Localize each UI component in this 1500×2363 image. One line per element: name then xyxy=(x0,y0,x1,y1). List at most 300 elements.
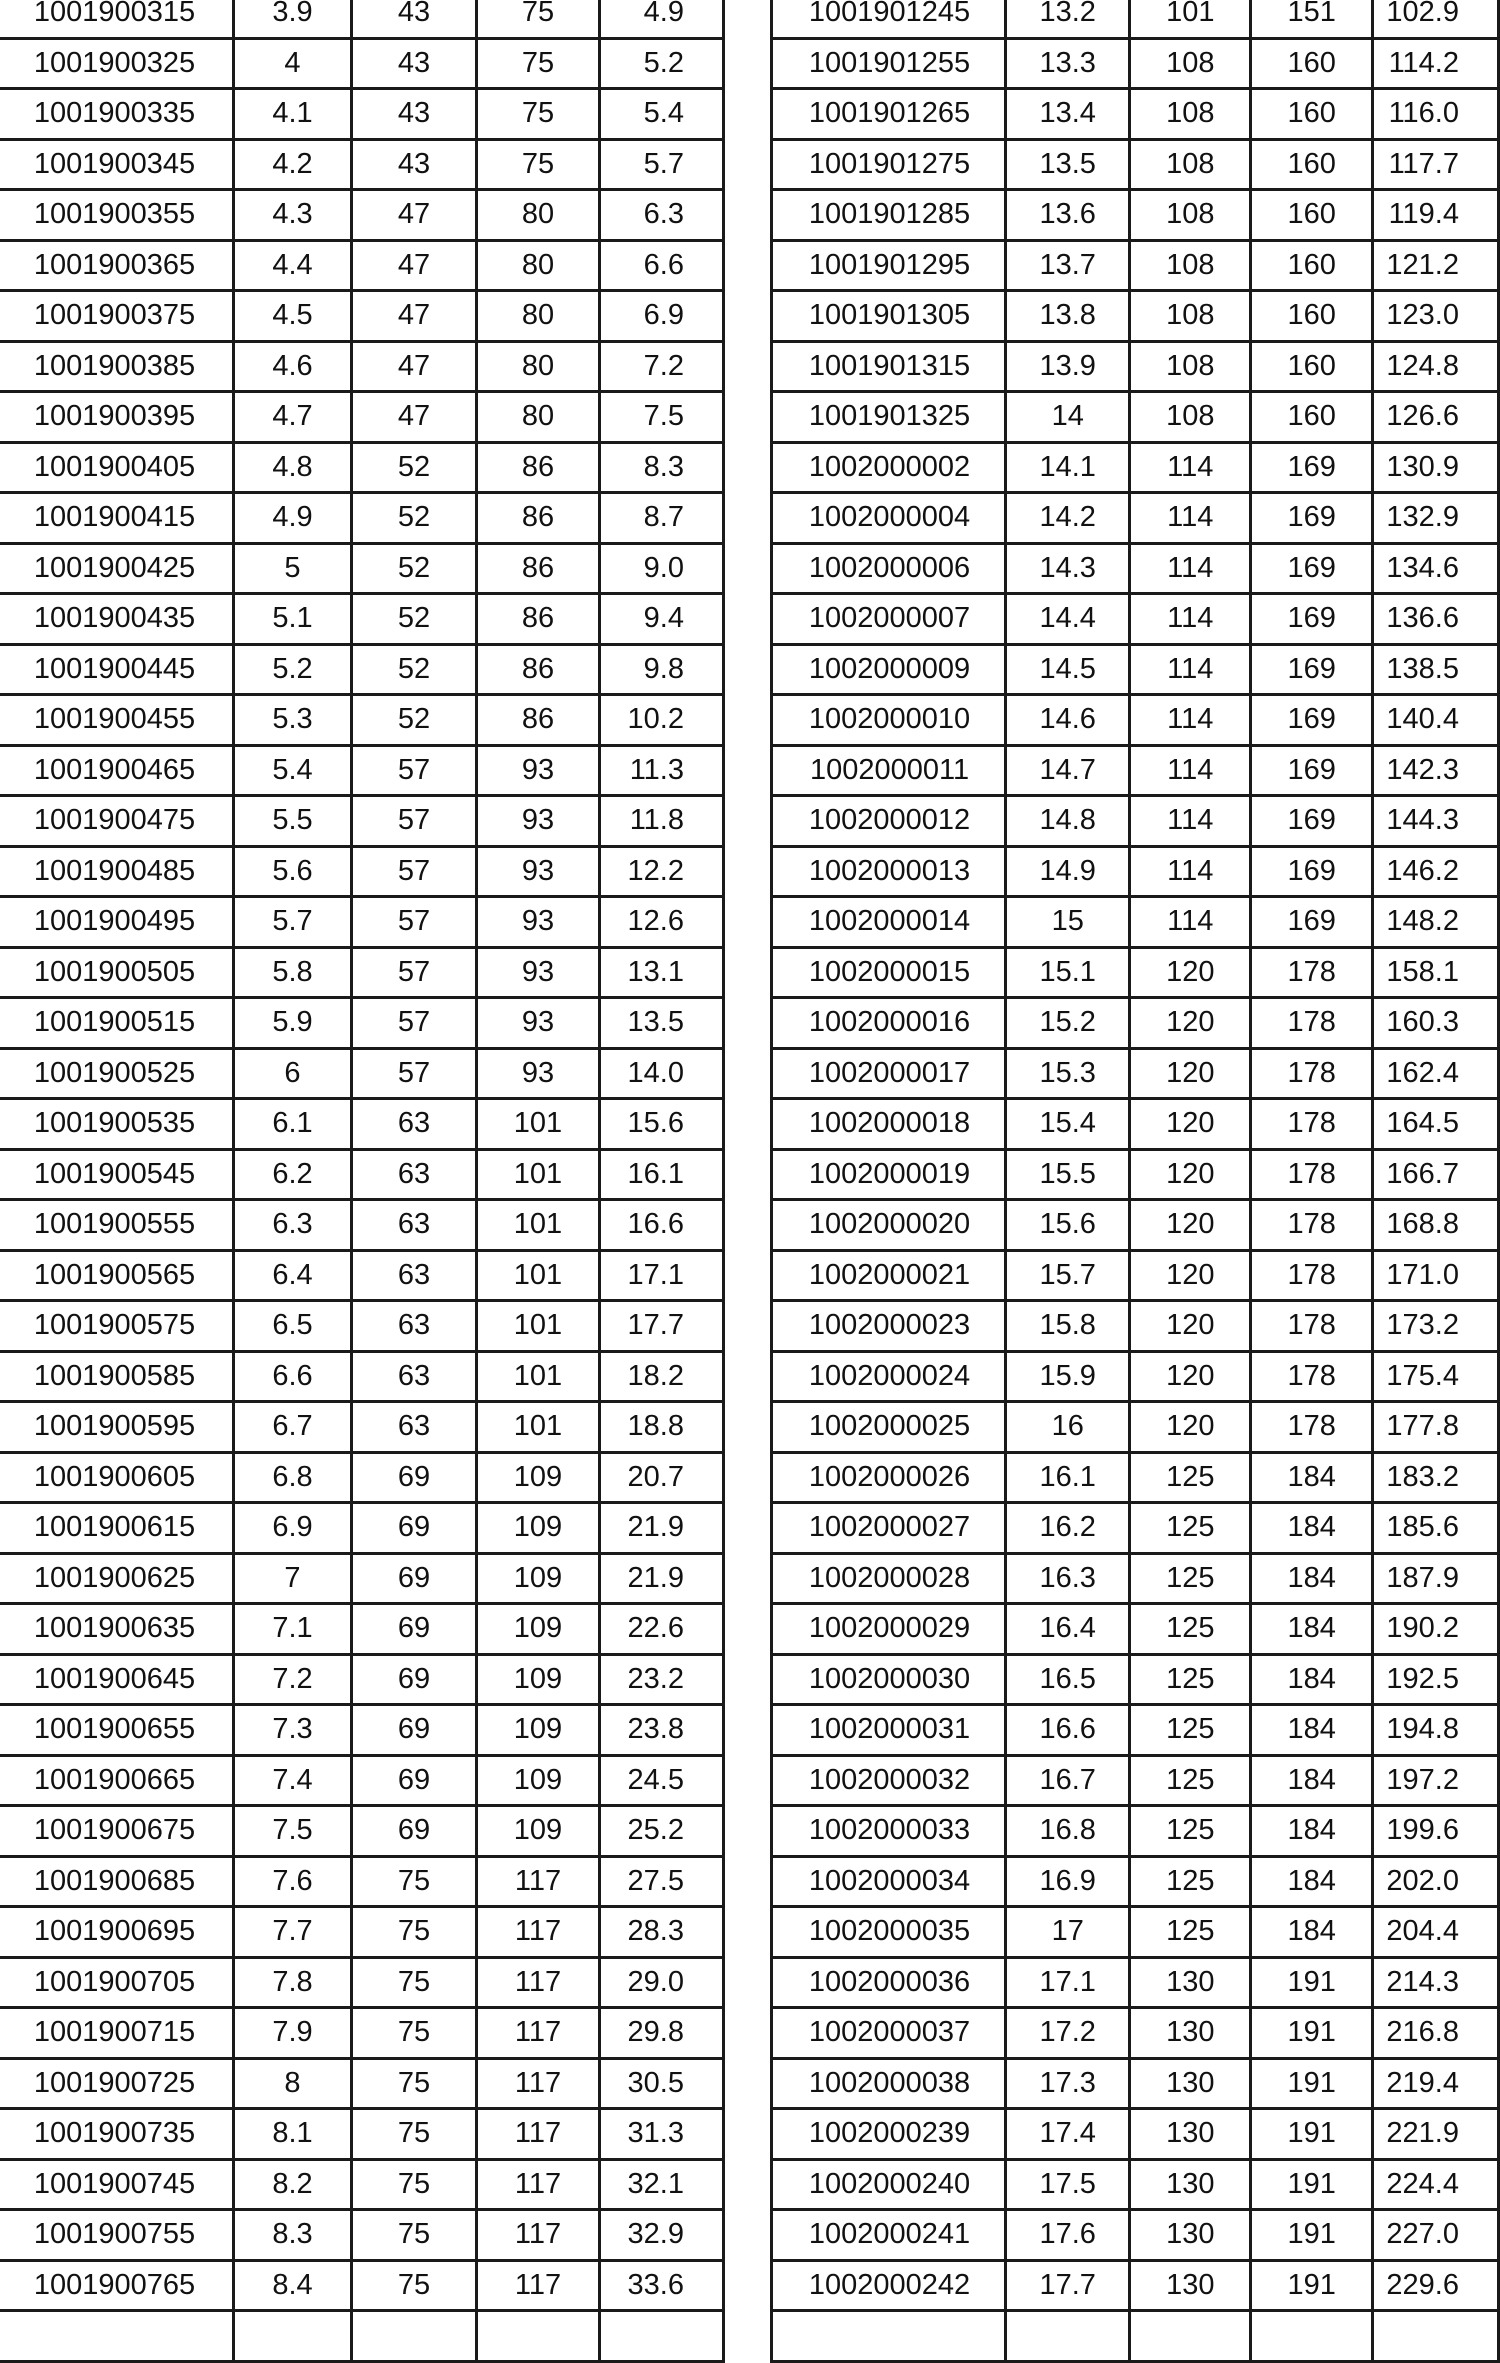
table-cell: 101 xyxy=(1130,0,1251,38)
table-row xyxy=(0,392,724,443)
table-cell: 80 xyxy=(477,291,600,342)
table-cell: 7.4 xyxy=(234,1755,352,1806)
table-cell: 1002000037 xyxy=(772,2008,1006,2059)
table-cell: 192.5 xyxy=(1373,1654,1499,1705)
table-cell: 119.4 xyxy=(1373,190,1499,241)
table-cell: 184 xyxy=(1251,1806,1373,1857)
table-cell: 6.3 xyxy=(600,190,724,241)
table-cell: 160 xyxy=(1251,392,1373,443)
table-cell: 6.5 xyxy=(234,1301,352,1352)
table-cell: 5.4 xyxy=(600,89,724,140)
table-cell: 8.4 xyxy=(234,2260,352,2311)
table-cell: 6.7 xyxy=(234,1402,352,1453)
table-cell: 52 xyxy=(352,543,477,594)
table-cell: 16.7 xyxy=(1006,1755,1130,1806)
table-cell: 184 xyxy=(1251,1503,1373,1554)
table-cell: 5.2 xyxy=(234,644,352,695)
table-cell: 169 xyxy=(1251,543,1373,594)
table-cell: 7.3 xyxy=(234,1705,352,1756)
table-cell: 116.0 xyxy=(1373,89,1499,140)
table-cell: 130 xyxy=(1130,2210,1251,2261)
table-cell-empty xyxy=(1130,2311,1251,2362)
table-cell: 13.2 xyxy=(1006,0,1130,38)
table-row xyxy=(0,644,724,695)
table-cell: 57 xyxy=(352,998,477,1049)
table-row xyxy=(772,1402,1499,1453)
table-cell: 6.9 xyxy=(600,291,724,342)
table-cell: 8.3 xyxy=(600,442,724,493)
table-cell-empty xyxy=(1006,2311,1130,2362)
table-cell: 43 xyxy=(352,89,477,140)
table-cell: 1001900455 xyxy=(0,695,234,746)
table-cell: 1001900605 xyxy=(0,1452,234,1503)
table-cell: 43 xyxy=(352,38,477,89)
table-cell: 24.5 xyxy=(600,1755,724,1806)
table-cell: 75 xyxy=(477,139,600,190)
table-cell: 63 xyxy=(352,1099,477,1150)
table-row xyxy=(0,745,724,796)
table-cell: 1001900485 xyxy=(0,846,234,897)
table-cell: 75 xyxy=(352,2058,477,2109)
table-cell: 8.2 xyxy=(234,2159,352,2210)
table-cell: 184 xyxy=(1251,1654,1373,1705)
table-cell: 13.5 xyxy=(1006,139,1130,190)
table-cell: 1001900755 xyxy=(0,2210,234,2261)
table-cell: 101 xyxy=(477,1351,600,1402)
table-cell: 16.6 xyxy=(600,1200,724,1251)
table-cell: 1002000026 xyxy=(772,1452,1006,1503)
table-row xyxy=(0,2210,724,2261)
table-cell: 178 xyxy=(1251,1048,1373,1099)
table-cell: 1002000009 xyxy=(772,644,1006,695)
table-cell: 6.2 xyxy=(234,1149,352,1200)
table-cell: 80 xyxy=(477,190,600,241)
table-cell: 102.9 xyxy=(1373,0,1499,38)
table-cell: 1001900555 xyxy=(0,1200,234,1251)
table-cell: 1002000015 xyxy=(772,947,1006,998)
table-cell: 109 xyxy=(477,1654,600,1705)
table-cell: 184 xyxy=(1251,1856,1373,1907)
table-cell: 1001900535 xyxy=(0,1099,234,1150)
table-cell: 14.0 xyxy=(600,1048,724,1099)
table-cell: 117 xyxy=(477,2210,600,2261)
table-cell: 221.9 xyxy=(1373,2109,1499,2160)
table-row xyxy=(772,998,1499,1049)
table-cell: 101 xyxy=(477,1250,600,1301)
table-cell: 69 xyxy=(352,1503,477,1554)
table-cell: 1001901315 xyxy=(772,341,1006,392)
table-cell: 1002000025 xyxy=(772,1402,1006,1453)
table-row xyxy=(0,543,724,594)
table-cell: 178 xyxy=(1251,1351,1373,1402)
table-cell: 1002000023 xyxy=(772,1301,1006,1352)
table-cell: 125 xyxy=(1130,1452,1251,1503)
table-cell: 27.5 xyxy=(600,1856,724,1907)
table-cell: 7.2 xyxy=(234,1654,352,1705)
table-cell: 18.2 xyxy=(600,1351,724,1402)
table-cell: 17.4 xyxy=(1006,2109,1130,2160)
table-cell: 15.4 xyxy=(1006,1099,1130,1150)
table-cell-empty xyxy=(772,2311,1006,2362)
table-cell-empty xyxy=(352,2311,477,2362)
table-row xyxy=(772,1755,1499,1806)
table-cell: 148.2 xyxy=(1373,897,1499,948)
table-cell: 15.2 xyxy=(1006,998,1130,1049)
table-cell: 1001900395 xyxy=(0,392,234,443)
table-cell: 52 xyxy=(352,594,477,645)
table-cell: 69 xyxy=(352,1806,477,1857)
table-cell: 17.7 xyxy=(1006,2260,1130,2311)
table-row xyxy=(772,1048,1499,1099)
table-cell: 101 xyxy=(477,1149,600,1200)
table-cell: 14.6 xyxy=(1006,695,1130,746)
table-row xyxy=(772,2008,1499,2059)
table-cell: 191 xyxy=(1251,2109,1373,2160)
table-cell: 114.2 xyxy=(1373,38,1499,89)
table-cell: 138.5 xyxy=(1373,644,1499,695)
table-cell: 63 xyxy=(352,1402,477,1453)
table-cell: 130 xyxy=(1130,2159,1251,2210)
table-cell: 6.3 xyxy=(234,1200,352,1251)
table-cell: 160 xyxy=(1251,38,1373,89)
table-row xyxy=(772,38,1499,89)
table-cell: 17.5 xyxy=(1006,2159,1130,2210)
table-cell: 117 xyxy=(477,2260,600,2311)
table-cell: 63 xyxy=(352,1250,477,1301)
table-cell: 14.7 xyxy=(1006,745,1130,796)
table-cell: 109 xyxy=(477,1755,600,1806)
table-row xyxy=(0,897,724,948)
table-cell: 8.7 xyxy=(600,493,724,544)
table-row xyxy=(772,341,1499,392)
table-cell: 47 xyxy=(352,190,477,241)
table-cell: 1001901285 xyxy=(772,190,1006,241)
table-cell: 151 xyxy=(1251,0,1373,38)
table-cell: 120 xyxy=(1130,1402,1251,1453)
table-cell: 32.1 xyxy=(600,2159,724,2210)
table-cell: 120 xyxy=(1130,947,1251,998)
table-cell: 4 xyxy=(234,38,352,89)
table-cell: 75 xyxy=(352,2159,477,2210)
table-cell: 1001900655 xyxy=(0,1705,234,1756)
table-cell: 117 xyxy=(477,1907,600,1958)
table-row xyxy=(772,644,1499,695)
table-cell: 1002000029 xyxy=(772,1604,1006,1655)
table-row xyxy=(0,2008,724,2059)
table-cell: 57 xyxy=(352,947,477,998)
table-row xyxy=(772,2210,1499,2261)
table-cell: 75 xyxy=(352,2260,477,2311)
table-cell: 16.9 xyxy=(1006,1856,1130,1907)
table-cell: 47 xyxy=(352,392,477,443)
table-cell: 8.3 xyxy=(234,2210,352,2261)
table-cell-empty xyxy=(477,2311,600,2362)
table-cell: 1001900665 xyxy=(0,1755,234,1806)
table-cell: 1002000017 xyxy=(772,1048,1006,1099)
table-cell: 1002000036 xyxy=(772,1957,1006,2008)
table-cell: 57 xyxy=(352,846,477,897)
table-cell: 121.2 xyxy=(1373,240,1499,291)
table-cell: 1001900575 xyxy=(0,1301,234,1352)
table-cell: 117.7 xyxy=(1373,139,1499,190)
table-cell: 1001900365 xyxy=(0,240,234,291)
table-cell: 14.8 xyxy=(1006,796,1130,847)
table-cell: 1001900545 xyxy=(0,1149,234,1200)
table-cell: 109 xyxy=(477,1604,600,1655)
table-cell: 114 xyxy=(1130,846,1251,897)
table-cell: 173.2 xyxy=(1373,1301,1499,1352)
table-row xyxy=(0,1755,724,1806)
table-cell-empty xyxy=(1373,2311,1499,2362)
table-cell: 80 xyxy=(477,341,600,392)
table-cell: 7.8 xyxy=(234,1957,352,2008)
table-row xyxy=(772,1705,1499,1756)
table-cell: 9.8 xyxy=(600,644,724,695)
table-cell: 15.8 xyxy=(1006,1301,1130,1352)
table-cell: 1001900745 xyxy=(0,2159,234,2210)
table-cell: 1002000038 xyxy=(772,2058,1006,2109)
table-row xyxy=(772,2058,1499,2109)
table-cell: 22.6 xyxy=(600,1604,724,1655)
table-cell: 28.3 xyxy=(600,1907,724,1958)
table-row xyxy=(772,1452,1499,1503)
table-cell: 75 xyxy=(352,1856,477,1907)
table-cell: 5.6 xyxy=(234,846,352,897)
table-cell: 15.7 xyxy=(1006,1250,1130,1301)
table-cell: 8.1 xyxy=(234,2109,352,2160)
table-cell: 117 xyxy=(477,2109,600,2160)
table-cell: 15.6 xyxy=(600,1099,724,1150)
table-cell: 93 xyxy=(477,897,600,948)
table-cell: 17.6 xyxy=(1006,2210,1130,2261)
table-row xyxy=(772,240,1499,291)
table-cell: 31.3 xyxy=(600,2109,724,2160)
table-row xyxy=(0,1654,724,1705)
table-cell: 1002000018 xyxy=(772,1099,1006,1150)
table-row xyxy=(772,1351,1499,1402)
table-cell: 108 xyxy=(1130,240,1251,291)
table-cell: 7.9 xyxy=(234,2008,352,2059)
table-row xyxy=(0,2109,724,2160)
table-cell: 130 xyxy=(1130,2109,1251,2160)
table-row xyxy=(772,1957,1499,2008)
table-cell: 86 xyxy=(477,493,600,544)
table-cell: 1002000034 xyxy=(772,1856,1006,1907)
table-cell: 63 xyxy=(352,1351,477,1402)
table-row xyxy=(772,2159,1499,2210)
table-cell: 1001901265 xyxy=(772,89,1006,140)
table-cell: 7.2 xyxy=(600,341,724,392)
table-cell: 184 xyxy=(1251,1907,1373,1958)
table-cell: 199.6 xyxy=(1373,1806,1499,1857)
table-cell: 202.0 xyxy=(1373,1856,1499,1907)
table-row xyxy=(772,1250,1499,1301)
table-cell: 75 xyxy=(352,2008,477,2059)
table-cell: 57 xyxy=(352,1048,477,1099)
table-cell: 4.9 xyxy=(600,0,724,38)
table-cell: 1001900715 xyxy=(0,2008,234,2059)
table-cell: 169 xyxy=(1251,846,1373,897)
table-row xyxy=(0,139,724,190)
table-cell: 109 xyxy=(477,1705,600,1756)
table-cell: 169 xyxy=(1251,745,1373,796)
table-cell: 1001900435 xyxy=(0,594,234,645)
table-cell: 108 xyxy=(1130,89,1251,140)
table-cell: 1002000010 xyxy=(772,695,1006,746)
table-cell: 227.0 xyxy=(1373,2210,1499,2261)
table-cell: 117 xyxy=(477,1957,600,2008)
table-cell: 7.5 xyxy=(600,392,724,443)
table-cell: 108 xyxy=(1130,139,1251,190)
table-cell: 191 xyxy=(1251,2260,1373,2311)
table-cell: 69 xyxy=(352,1604,477,1655)
table-cell: 109 xyxy=(477,1553,600,1604)
table-cell: 52 xyxy=(352,644,477,695)
table-row xyxy=(772,1553,1499,1604)
table-cell: 1001900585 xyxy=(0,1351,234,1402)
table-cell: 1001900595 xyxy=(0,1402,234,1453)
table-cell: 1001900445 xyxy=(0,644,234,695)
table-cell: 1002000012 xyxy=(772,796,1006,847)
table-cell: 63 xyxy=(352,1200,477,1251)
table-cell: 12.6 xyxy=(600,897,724,948)
table-cell: 1002000002 xyxy=(772,442,1006,493)
table-cell: 7.7 xyxy=(234,1907,352,1958)
table-cell: 142.3 xyxy=(1373,745,1499,796)
table-cell: 69 xyxy=(352,1452,477,1503)
table-row xyxy=(0,1048,724,1099)
table-row xyxy=(772,1503,1499,1554)
table-cell: 114 xyxy=(1130,644,1251,695)
table-cell: 15 xyxy=(1006,897,1130,948)
table-cell: 86 xyxy=(477,644,600,695)
table-cell: 108 xyxy=(1130,392,1251,443)
table-cell: 136.6 xyxy=(1373,594,1499,645)
table-cell: 86 xyxy=(477,594,600,645)
table-cell: 160 xyxy=(1251,139,1373,190)
table-row xyxy=(0,1705,724,1756)
table-row xyxy=(772,796,1499,847)
table-cell: 1001900515 xyxy=(0,998,234,1049)
table-cell: 10.2 xyxy=(600,695,724,746)
table-cell: 120 xyxy=(1130,998,1251,1049)
table-cell: 57 xyxy=(352,897,477,948)
table-cell: 1002000021 xyxy=(772,1250,1006,1301)
table-cell: 80 xyxy=(477,392,600,443)
table-cell: 86 xyxy=(477,695,600,746)
table-cell: 5.5 xyxy=(234,796,352,847)
table-cell: 1001900375 xyxy=(0,291,234,342)
table-cell: 1001900465 xyxy=(0,745,234,796)
table-row xyxy=(0,1351,724,1402)
table-cell: 16 xyxy=(1006,1402,1130,1453)
table-row xyxy=(0,1856,724,1907)
table-cell: 4.6 xyxy=(234,341,352,392)
table-cell: 32.9 xyxy=(600,2210,724,2261)
table-row xyxy=(0,1099,724,1150)
table-cell: 101 xyxy=(477,1200,600,1251)
table-cell: 109 xyxy=(477,1452,600,1503)
table-cell: 1001900765 xyxy=(0,2260,234,2311)
table-cell: 8 xyxy=(234,2058,352,2109)
table-cell: 109 xyxy=(477,1503,600,1554)
table-cell: 120 xyxy=(1130,1301,1251,1352)
table-cell: 1001901245 xyxy=(772,0,1006,38)
table-cell: 93 xyxy=(477,846,600,897)
table-cell: 16.8 xyxy=(1006,1806,1130,1857)
table-cell: 17.2 xyxy=(1006,2008,1130,2059)
table-row xyxy=(772,139,1499,190)
table-cell: 1001900615 xyxy=(0,1503,234,1554)
table-cell: 160 xyxy=(1251,240,1373,291)
table-row xyxy=(0,796,724,847)
table-cell: 75 xyxy=(352,2109,477,2160)
table-cell: 23.2 xyxy=(600,1654,724,1705)
table-cell: 13.3 xyxy=(1006,38,1130,89)
table-cell: 1002000028 xyxy=(772,1553,1006,1604)
table-cell-empty xyxy=(0,2311,234,2362)
table-cell: 47 xyxy=(352,341,477,392)
table-cell: 16.3 xyxy=(1006,1553,1130,1604)
table-cell: 132.9 xyxy=(1373,493,1499,544)
table-cell: 175.4 xyxy=(1373,1351,1499,1402)
table-row xyxy=(772,392,1499,443)
table-cell: 108 xyxy=(1130,291,1251,342)
table-cell: 130 xyxy=(1130,1957,1251,2008)
table-cell: 63 xyxy=(352,1301,477,1352)
table-cell: 7.1 xyxy=(234,1604,352,1655)
table-cell: 109 xyxy=(477,1806,600,1857)
table-cell: 15.5 xyxy=(1006,1149,1130,1200)
table-cell: 13.7 xyxy=(1006,240,1130,291)
table-cell: 69 xyxy=(352,1705,477,1756)
table-cell: 194.8 xyxy=(1373,1705,1499,1756)
table-cell: 69 xyxy=(352,1755,477,1806)
table-cell: 1002000020 xyxy=(772,1200,1006,1251)
table-row xyxy=(0,493,724,544)
table-cell: 160 xyxy=(1251,190,1373,241)
table-cell: 187.9 xyxy=(1373,1553,1499,1604)
table-cell: 191 xyxy=(1251,2058,1373,2109)
table-cell: 1001900495 xyxy=(0,897,234,948)
table-cell: 1001901255 xyxy=(772,38,1006,89)
table-row xyxy=(0,1250,724,1301)
table-cell: 185.6 xyxy=(1373,1503,1499,1554)
table-cell: 86 xyxy=(477,543,600,594)
table-row-cutoff xyxy=(772,2311,1499,2362)
table-cell: 1001900685 xyxy=(0,1856,234,1907)
table-cell: 191 xyxy=(1251,2159,1373,2210)
table-cell: 6.8 xyxy=(234,1452,352,1503)
table-cell: 120 xyxy=(1130,1351,1251,1402)
table-row xyxy=(0,1907,724,1958)
table-cell: 101 xyxy=(477,1099,600,1150)
table-cell: 16.1 xyxy=(1006,1452,1130,1503)
table-row xyxy=(772,594,1499,645)
table-row xyxy=(0,442,724,493)
table-cell: 1002000032 xyxy=(772,1755,1006,1806)
table-cell: 47 xyxy=(352,240,477,291)
table-cell: 6.1 xyxy=(234,1099,352,1150)
table-cell: 6.6 xyxy=(234,1351,352,1402)
table-cell: 1001900635 xyxy=(0,1604,234,1655)
table-cell: 169 xyxy=(1251,493,1373,544)
table-cell: 69 xyxy=(352,1654,477,1705)
table-row xyxy=(0,1957,724,2008)
table-cell: 1002000033 xyxy=(772,1806,1006,1857)
table-cell: 125 xyxy=(1130,1705,1251,1756)
table-cell: 15.6 xyxy=(1006,1200,1130,1251)
